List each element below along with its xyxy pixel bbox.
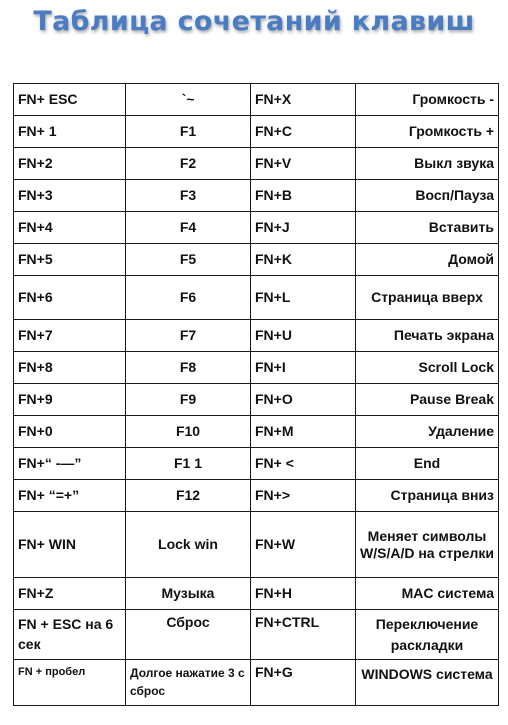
function-cell: F3 <box>126 180 251 212</box>
key-combo-cell: FN+G <box>251 660 356 706</box>
table-row <box>14 352 499 384</box>
function-cell: Музыка <box>126 578 251 610</box>
table-row <box>14 116 499 148</box>
page-title: Таблица сочетаний клавиш <box>33 6 475 37</box>
function-cell: Домой <box>356 244 499 276</box>
function-cell: Страница вниз <box>356 480 499 512</box>
key-combo-cell: FN+5 <box>14 244 126 276</box>
table-row <box>14 384 499 416</box>
table-row <box>14 320 499 352</box>
table-row <box>14 148 499 180</box>
key-combo-cell: FN + ESC на 6 сек <box>14 610 126 660</box>
key-combo-cell: FN+ < <box>251 448 356 480</box>
key-combo-cell: FN+Z <box>14 578 126 610</box>
key-combo-cell: FN+M <box>251 416 356 448</box>
function-cell: Переключение раскладки <box>356 610 499 660</box>
key-combo-cell: FN+4 <box>14 212 126 244</box>
function-cell: Долгое нажатие 3 с сброс <box>126 660 251 706</box>
function-cell: F12 <box>126 480 251 512</box>
key-combo-cell: FN+9 <box>14 384 126 416</box>
table-row <box>14 578 499 610</box>
function-cell: Scroll Lock <box>356 352 499 384</box>
function-cell: Страница вверх <box>356 276 499 320</box>
function-cell: Pause Break <box>356 384 499 416</box>
key-combo-cell: FN + пробел <box>14 660 126 706</box>
key-combo-cell: FN+J <box>251 212 356 244</box>
function-cell: F1 1 <box>126 448 251 480</box>
key-combo-cell: FN+CTRL <box>251 610 356 660</box>
table-row <box>14 244 499 276</box>
key-combo-cell: FN+U <box>251 320 356 352</box>
function-cell: MAC система <box>356 578 499 610</box>
table-row <box>14 180 499 212</box>
key-combo-cell: FN+O <box>251 384 356 416</box>
key-combo-cell: FN+3 <box>14 180 126 212</box>
function-cell: F1 <box>126 116 251 148</box>
table-row <box>14 660 499 706</box>
function-cell: F8 <box>126 352 251 384</box>
key-combo-cell: FN+L <box>251 276 356 320</box>
function-cell: F10 <box>126 416 251 448</box>
function-cell: F2 <box>126 148 251 180</box>
key-combo-cell: FN+ “=+” <box>14 480 126 512</box>
key-combo-cell: FN+ ESC <box>14 84 126 116</box>
key-combo-cell: FN+> <box>251 480 356 512</box>
table-row <box>14 416 499 448</box>
function-cell: Громкость - <box>356 84 499 116</box>
key-combo-cell: FN+8 <box>14 352 126 384</box>
function-cell: Lock win <box>126 512 251 578</box>
function-cell: Восп/Пауза <box>356 180 499 212</box>
table-row <box>14 276 499 320</box>
key-combo-cell: FN+V <box>251 148 356 180</box>
table-row <box>14 84 499 116</box>
function-cell: F9 <box>126 384 251 416</box>
function-cell: Меняет символы W/S/A/D на стрелки <box>356 512 499 578</box>
key-combo-cell: FN+ 1 <box>14 116 126 148</box>
function-cell: End <box>356 448 499 480</box>
key-combo-cell: FN+7 <box>14 320 126 352</box>
key-combo-cell: FN+H <box>251 578 356 610</box>
key-combo-cell: FN+6 <box>14 276 126 320</box>
key-combo-cell: FN+K <box>251 244 356 276</box>
key-combo-cell: FN+C <box>251 116 356 148</box>
function-cell: F4 <box>126 212 251 244</box>
key-combo-cell: FN+X <box>251 84 356 116</box>
key-combo-cell: FN+0 <box>14 416 126 448</box>
key-combo-cell: FN+ WIN <box>14 512 126 578</box>
function-cell: F7 <box>126 320 251 352</box>
table-row <box>14 480 499 512</box>
function-cell: Удаление <box>356 416 499 448</box>
key-combo-cell: FN+I <box>251 352 356 384</box>
key-combo-cell: FN+2 <box>14 148 126 180</box>
table-row <box>14 448 499 480</box>
function-cell: F6 <box>126 276 251 320</box>
function-cell: F5 <box>126 244 251 276</box>
table-row <box>14 610 499 660</box>
function-cell: Громкость + <box>356 116 499 148</box>
function-cell: Выкл звука <box>356 148 499 180</box>
key-combo-cell: FN+B <box>251 180 356 212</box>
function-cell: `~ <box>126 84 251 116</box>
function-cell: Вставить <box>356 212 499 244</box>
table-row <box>14 212 499 244</box>
shortcut-table <box>13 83 499 706</box>
key-combo-cell: FN+“ -—” <box>14 448 126 480</box>
function-cell: WINDOWS система <box>356 660 499 706</box>
key-combo-cell: FN+W <box>251 512 356 578</box>
table-row <box>14 512 499 578</box>
function-cell: Сброс <box>126 610 251 660</box>
function-cell: Печать экрана <box>356 320 499 352</box>
